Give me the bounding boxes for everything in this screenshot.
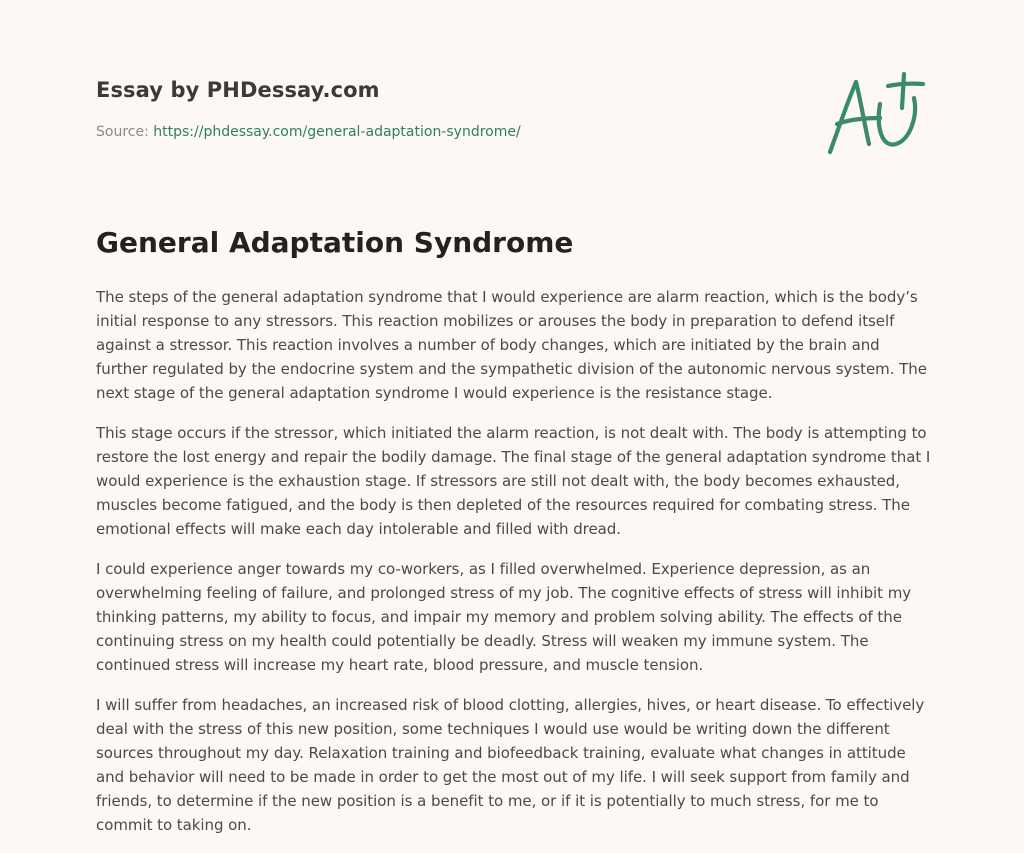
- source-label: Source:: [96, 124, 149, 140]
- paragraph: The steps of the general adaptation syndrome that I would experience are alarm reaction, which is the body’s initial response to any stressors. This reaction mobilizes or arouses the body in preparation to defend itself against a stressor. This reaction involves a number of body changes, which are initiated by the brain and further regulated by the endocrine system and the sympathetic division of the autonomic nervous system. The next stage of the general adaptation syndrome I would experience is the resistance stage.: [96, 288, 927, 402]
- paragraph: I will suffer from headaches, an increased risk of blood clotting, allergies, hives, or heart disease. To effectively deal with the stress of this new position, some techniques I would use would be writing down the different sources throughout my day. Relaxation training and biofeedback training, evaluate what changes in attitude and behavior will need to be made in order to get the most out of my life. I will seek support from family and friends, to determine if the new position is a benefit to me, or if it is potentially to much stress, for me to commit to taking on.: [96, 696, 925, 834]
- paragraph: This stage occurs if the stressor, which initiated the alarm reaction, is not dealt with. The body is attempting to restore the lost energy and repair the bodily damage. The final stage of the general adaptation syndrome that I would experience is the exhaustion stage. If stressors are still not dealt with, the body becomes exhausted, muscles become fatigued, and the body is then depleted of the resources required for combating stress. The emotional effects will make each day intolerable and filled with dread.: [96, 424, 931, 538]
- essay-body: [96, 285, 932, 853]
- source-line: [96, 124, 521, 140]
- a-plus-logo-icon: [826, 68, 926, 160]
- source-link[interactable]: https://phdessay.com/general-adaptation-syndrome/: [153, 124, 521, 140]
- essay-title: General Adaptation Syndrome: [96, 226, 574, 259]
- header: [96, 76, 932, 166]
- paragraph: I could experience anger towards my co-workers, as I filled overwhelmed. Experience depression, as an overwhelming feeling of failure, and prolonged stress of my job. The cognitive effects of stress will inhibit my thinking patterns, my ability to focus, and impair my memory and problem solving ability. The effects of the continuing stress on my health could potentially be deadly. Stress will weaken my immune system. The continued stress will increase my heart rate, blood pressure, and muscle tension.: [96, 560, 912, 674]
- site-title: Essay by PHDessay.com: [96, 78, 380, 102]
